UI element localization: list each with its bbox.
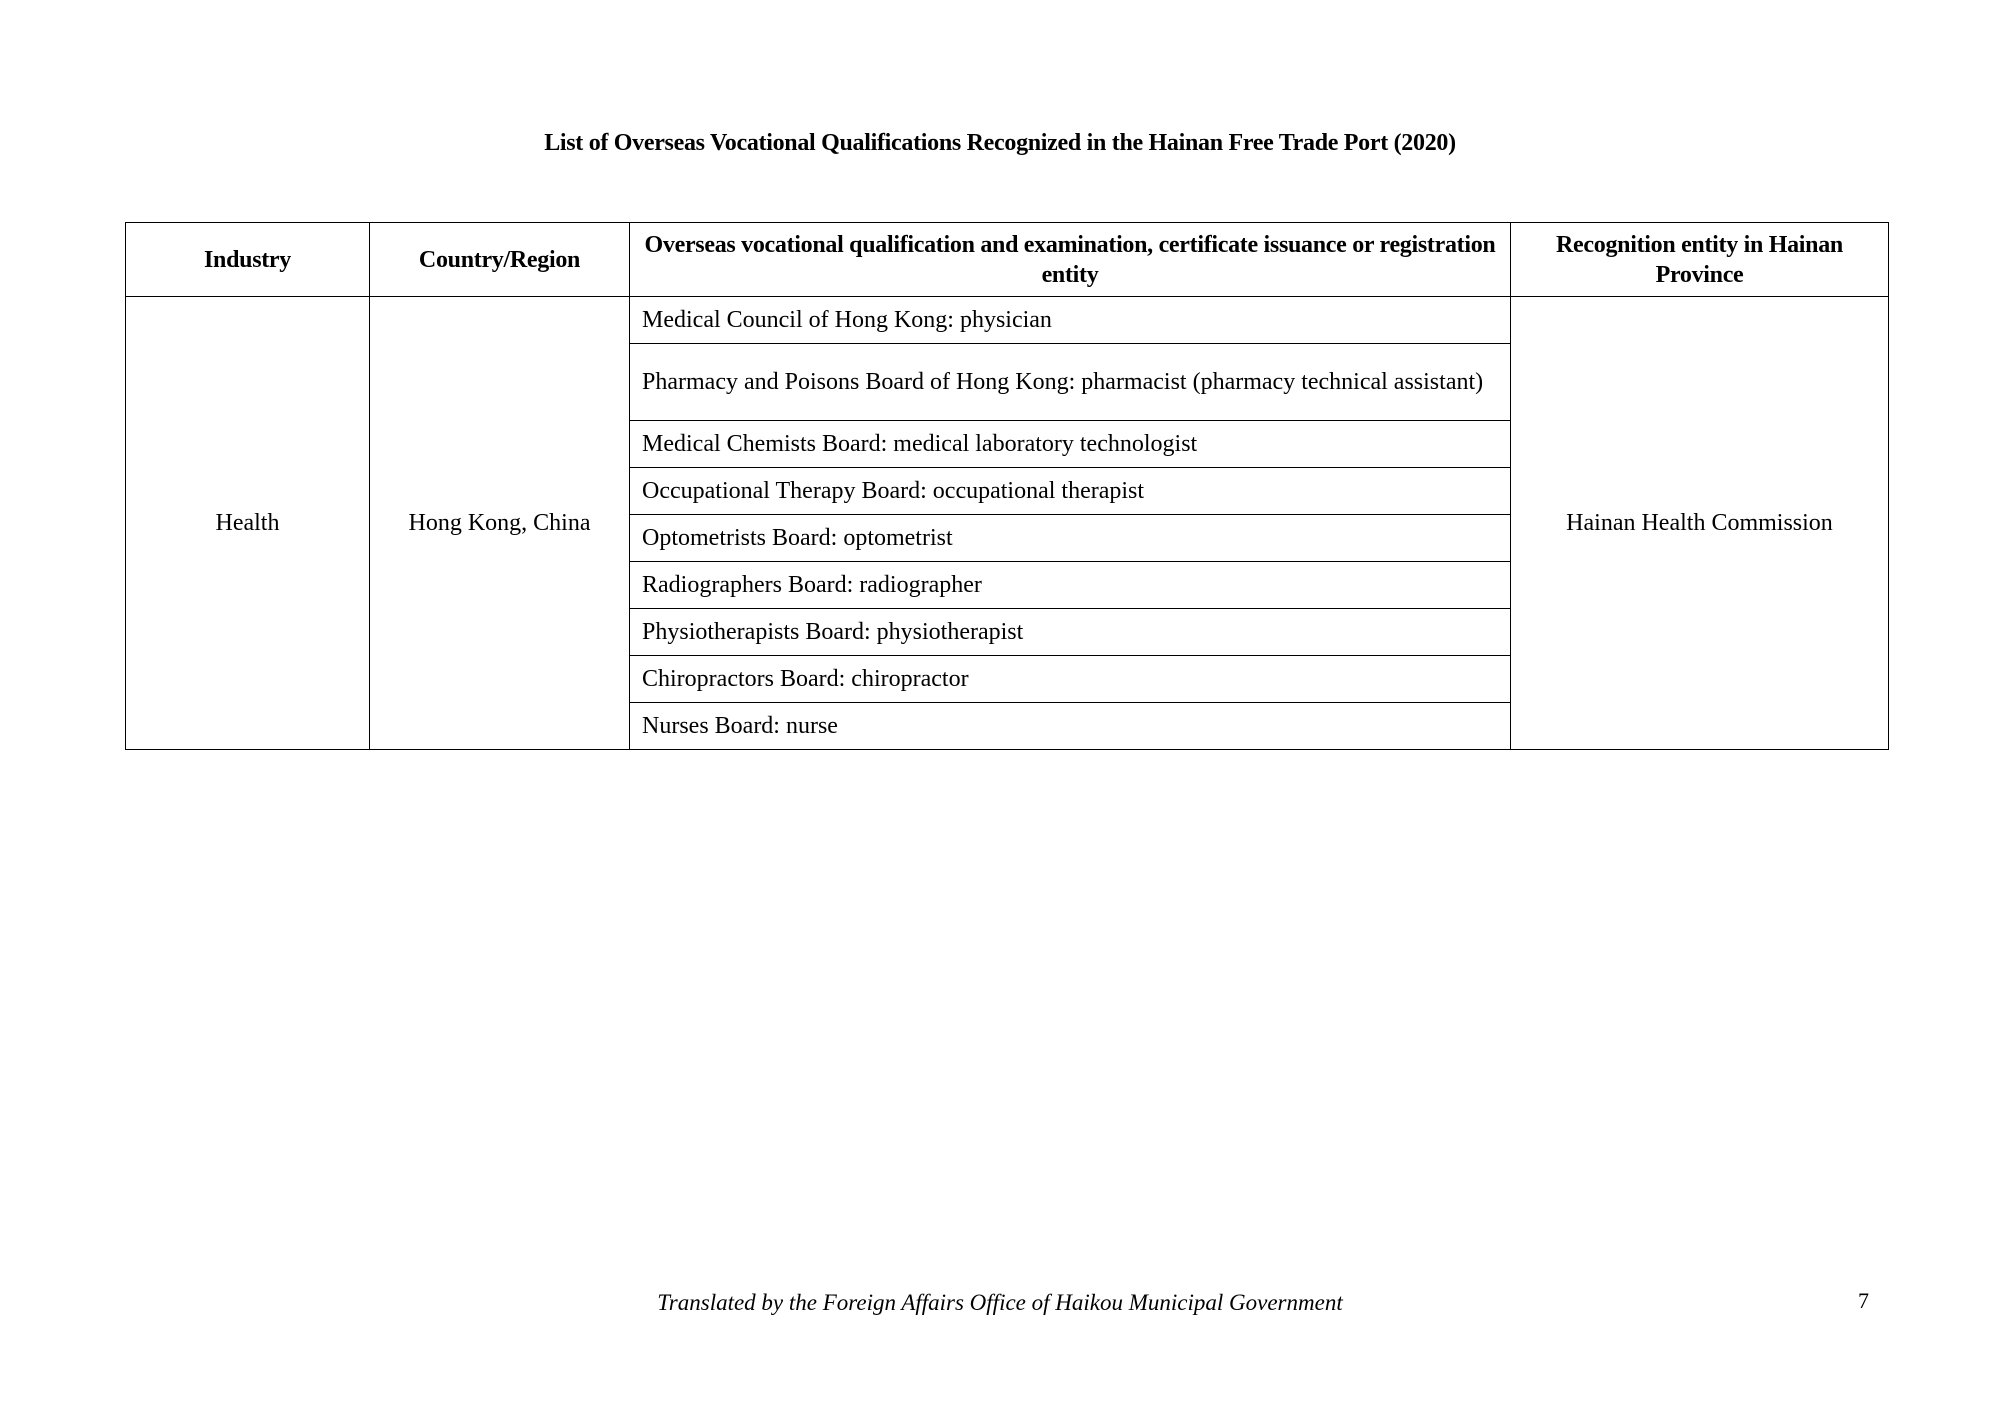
qualification-cell: Medical Chemists Board: medical laboratory technologist (630, 421, 1511, 468)
qualification-cell: Radiographers Board: radiographer (630, 562, 1511, 609)
header-country-region: Country/Region (370, 223, 630, 297)
qualification-cell: Nurses Board: nurse (630, 703, 1511, 750)
qualification-cell: Pharmacy and Poisons Board of Hong Kong: pharmacist (pharmacy technical assistant) (630, 344, 1511, 421)
industry-cell: Health (126, 297, 370, 750)
page-number: 7 (1858, 1288, 1869, 1313)
qualifications-table (125, 222, 1889, 750)
qualification-cell: Physiotherapists Board: physiotherapist (630, 609, 1511, 656)
recognition-entity-cell: Hainan Health Commission (1511, 297, 1889, 750)
qualification-cell: Medical Council of Hong Kong: physician (630, 297, 1511, 344)
header-recognition-entity: Recognition entity in Hainan Province (1511, 223, 1889, 297)
qualification-cell: Occupational Therapy Board: occupational therapist (630, 468, 1511, 515)
qualification-cell: Optometrists Board: optometrist (630, 515, 1511, 562)
country-region-cell: Hong Kong, China (370, 297, 630, 750)
header-industry: Industry (126, 223, 370, 297)
document-title: List of Overseas Vocational Qualifications Recognized in the Hainan Free Trade Port (2020) (544, 130, 1456, 156)
header-qualification: Overseas vocational qualification and examination, certificate issuance or registration entity (630, 223, 1511, 297)
qualification-cell: Chiropractors Board: chiropractor (630, 656, 1511, 703)
table-row (126, 297, 1889, 344)
table-header-row (126, 223, 1889, 297)
footer-translation-note: Translated by the Foreign Affairs Office of Haikou Municipal Government (657, 1290, 1343, 1315)
